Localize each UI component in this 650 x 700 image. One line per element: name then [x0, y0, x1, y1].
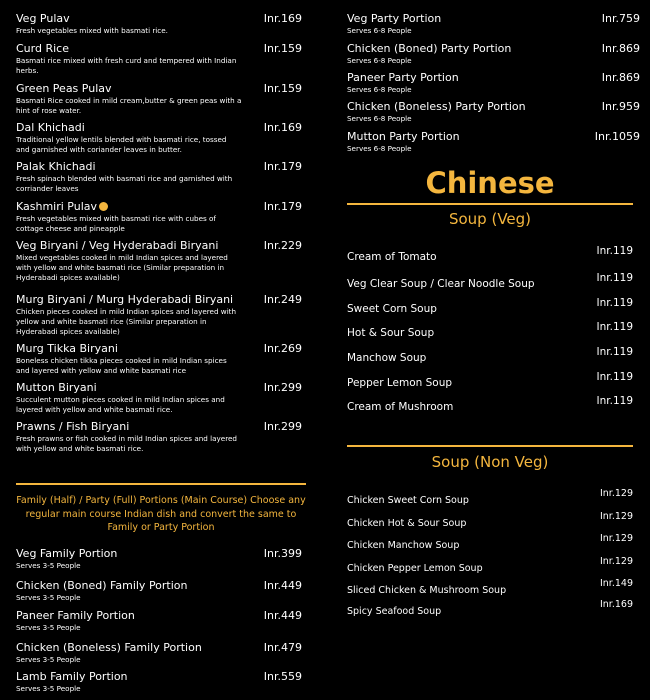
menu-item[interactable] — [16, 641, 306, 665]
item-name: Lamb Family Portion — [16, 670, 128, 683]
item-desc: Serves 3-5 People — [16, 684, 81, 693]
menu-item[interactable] — [16, 342, 306, 376]
item-desc: Serves 6-8 People — [347, 144, 412, 153]
item-price: Inr.119 — [596, 245, 633, 257]
item-name: Veg Pulav — [16, 12, 70, 25]
item-price: Inr.129 — [599, 488, 633, 499]
item-price: Inr.159 — [263, 82, 302, 95]
menu-item[interactable] — [16, 293, 306, 337]
item-price: Inr.229 — [263, 239, 302, 252]
menu-item[interactable] — [16, 121, 306, 155]
item-desc: Basmati Rice cooked in mild cream,butter & green peas with a hint of rose water. — [16, 96, 242, 115]
item-name: Veg Biryani / Veg Hyderabadi Biryani — [16, 239, 219, 252]
item-name: Sliced Chicken & Mushroom Soup — [347, 585, 507, 596]
item-price: Inr.119 — [596, 321, 633, 333]
item-price: Inr.179 — [263, 160, 302, 173]
item-price: Inr.759 — [601, 12, 640, 25]
menu-item[interactable] — [16, 82, 306, 116]
item-desc: Serves 3-5 People — [16, 593, 81, 602]
item-desc: Succulent mutton pieces cooked in mild Indian spices and layered with yellow and white basmati rice. — [16, 395, 225, 414]
item-name: Murg Biryani / Murg Hyderabadi Biryani — [16, 293, 234, 306]
item-desc: Serves 6-8 People — [347, 56, 412, 65]
menu-item[interactable] — [347, 556, 633, 575]
item-price: Inr.559 — [263, 670, 302, 683]
menu-item[interactable] — [347, 346, 633, 365]
item-desc: Basmati rice mixed with fresh curd and tempered with Indian herbs. — [16, 56, 237, 75]
item-price: Inr.129 — [599, 511, 633, 522]
item-name: Veg Party Portion — [347, 12, 442, 25]
item-name: Manchow Soup — [347, 352, 427, 364]
item-desc: Fresh spinach blended with basmati rice and garnished with corriander leaves — [16, 174, 233, 193]
menu-item[interactable] — [16, 420, 306, 454]
item-name: Cream of Mushroom — [347, 401, 454, 413]
item-name: Chicken Hot & Sour Soup — [347, 518, 467, 529]
item-name: Sweet Corn Soup — [347, 303, 437, 315]
item-price: Inr.169 — [599, 599, 633, 610]
item-desc: Serves 3-5 People — [16, 623, 81, 632]
item-desc: Fresh vegetables mixed with basmati rice with cubes of cottage cheese and pineapple — [16, 214, 216, 233]
section-divider — [347, 203, 633, 205]
item-price: Inr.159 — [263, 42, 302, 55]
chinese-heading: Chinese — [425, 166, 555, 200]
menu-item[interactable] — [347, 130, 640, 154]
item-name: Paneer Family Portion — [16, 609, 135, 622]
item-name: Mutton Biryani — [16, 381, 97, 394]
item-name: Chicken Manchow Soup — [347, 540, 460, 551]
item-price: Inr.959 — [601, 100, 640, 113]
item-price: Inr.169 — [263, 12, 302, 25]
item-price: Inr.129 — [599, 556, 633, 567]
item-name: Green Peas Pulav — [16, 82, 112, 95]
item-desc: Serves 6-8 People — [347, 26, 412, 35]
section-divider — [16, 483, 306, 485]
item-name: Dal Khichadi — [16, 121, 85, 134]
item-price: Inr.249 — [263, 293, 302, 306]
item-price: Inr.169 — [263, 121, 302, 134]
item-name: Pepper Lemon Soup — [347, 377, 453, 389]
menu-item[interactable] — [347, 395, 633, 414]
item-name: Chicken (Boned) Party Portion — [347, 42, 512, 55]
item-name: Veg Family Portion — [16, 547, 118, 560]
item-desc: Traditional yellow lentils blended with basmati rice, tossed and garnished with coriander leaves in butter. — [16, 135, 227, 154]
item-price: Inr.869 — [601, 42, 640, 55]
item-price: Inr.449 — [263, 579, 302, 592]
section-divider — [347, 445, 633, 447]
menu-item[interactable] — [16, 200, 306, 234]
item-name: Chicken (Boneless) Party Portion — [347, 100, 526, 113]
item-desc: Serves 3-5 People — [16, 655, 81, 664]
menu-item[interactable] — [16, 12, 306, 36]
menu-item[interactable] — [347, 533, 633, 552]
item-name: Chicken Sweet Corn Soup — [347, 495, 469, 506]
menu-item[interactable] — [347, 272, 633, 291]
item-name: Cream of Tomato — [347, 251, 437, 263]
item-desc: Boneless chicken tikka pieces cooked in mild Indian spices and layered with yellow and white basmati rice — [16, 356, 227, 375]
menu-item[interactable] — [347, 71, 640, 95]
menu-item[interactable] — [347, 578, 633, 597]
item-price: Inr.179 — [263, 200, 302, 213]
item-name: Hot & Sour Soup — [347, 327, 435, 339]
item-desc: Chicken pieces cooked in mild Indian spices and layered with yellow and white basmati rice (Similar preparation in Hyderabadi spices available) — [16, 307, 237, 336]
menu-item[interactable] — [16, 609, 306, 633]
item-name: Chicken (Boned) Family Portion — [16, 579, 188, 592]
menu-item[interactable] — [347, 245, 633, 264]
item-price: Inr.269 — [263, 342, 302, 355]
item-name: Veg Clear Soup / Clear Noodle Soup — [347, 278, 535, 290]
menu-item[interactable] — [16, 381, 306, 415]
menu-item[interactable] — [16, 160, 306, 194]
item-name: Kashmiri Pulav — [16, 200, 98, 213]
item-price: Inr.119 — [596, 346, 633, 358]
item-price: Inr.119 — [596, 272, 633, 284]
item-price: Inr.869 — [601, 71, 640, 84]
menu-item[interactable] — [347, 321, 633, 340]
item-price: Inr.299 — [263, 381, 302, 394]
item-name: Palak Khichadi — [16, 160, 96, 173]
item-name: Murg Tikka Biryani — [16, 342, 118, 355]
item-name: Curd Rice — [16, 42, 69, 55]
item-price: Inr.119 — [596, 297, 633, 309]
soup-veg-heading: Soup (Veg) — [448, 210, 532, 228]
menu-item[interactable] — [16, 239, 306, 283]
item-name: Chicken Pepper Lemon Soup — [347, 563, 483, 574]
item-desc: Serves 3-5 People — [16, 561, 81, 570]
item-price: Inr.299 — [263, 420, 302, 433]
menu-item[interactable] — [347, 488, 633, 507]
item-price: Inr.399 — [263, 547, 302, 560]
menu-item[interactable] — [16, 579, 306, 603]
item-name: Chicken (Boneless) Family Portion — [16, 641, 202, 654]
item-name: Paneer Party Portion — [347, 71, 459, 84]
menu-item[interactable] — [347, 599, 633, 618]
item-desc: Fresh vegetables mixed with basmati rice. — [16, 26, 168, 35]
item-price: Inr.129 — [599, 533, 633, 544]
item-price: Inr.1059 — [594, 130, 640, 143]
item-name: Spicy Seafood Soup — [347, 606, 442, 617]
item-name: Mutton Party Portion — [347, 130, 460, 143]
menu-item[interactable] — [16, 42, 306, 76]
item-price: Inr.149 — [599, 578, 633, 589]
menu-item[interactable] — [347, 297, 633, 316]
menu-item[interactable] — [347, 100, 640, 124]
item-price: Inr.449 — [263, 609, 302, 622]
soup-nonveg-heading: Soup (Non Veg) — [431, 453, 549, 471]
item-price: Inr.479 — [263, 641, 302, 654]
menu-item[interactable] — [16, 670, 306, 694]
menu-item[interactable] — [347, 12, 640, 36]
item-desc: Fresh prawns or fish cooked in mild Indian spices and layered with yellow and white basmati rice. — [16, 434, 237, 453]
family-portion-note: Family (Half) / Party (Full) Portions (Main Course) Choose any regular main course Indian dish and convert the same to Family or Party Portion — [16, 495, 306, 533]
item-desc: Serves 6-8 People — [347, 85, 412, 94]
item-price: Inr.119 — [596, 395, 633, 407]
menu-item[interactable] — [347, 371, 633, 390]
menu-item[interactable] — [16, 547, 306, 571]
menu-item[interactable] — [347, 42, 640, 66]
item-desc: Serves 6-8 People — [347, 114, 412, 123]
item-price: Inr.119 — [596, 371, 633, 383]
item-desc: Mixed vegetables cooked in mild Indian spices and layered with yellow and white basmati rice (Similar preparation in Hyderabadi spices available) — [16, 253, 228, 282]
item-name: Prawns / Fish Biryani — [16, 420, 130, 433]
chef-special-icon — [99, 202, 108, 211]
menu-item[interactable] — [347, 511, 633, 530]
